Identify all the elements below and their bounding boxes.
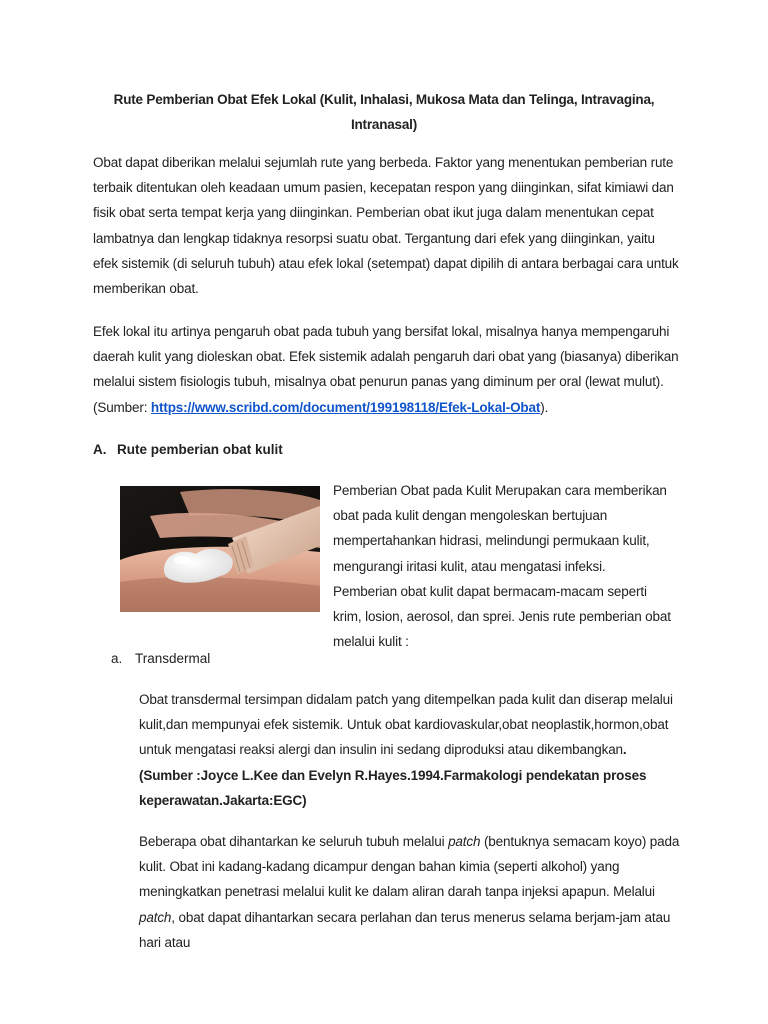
source-prefix: (Sumber:	[93, 399, 151, 415]
patch-text-1: Beberapa obat dihantarkan ke seluruh tubuh melalui	[139, 834, 449, 849]
subsection-transdermal-heading	[111, 646, 210, 671]
section-a-letter: A.	[93, 442, 107, 457]
cream-on-finger-photo	[120, 486, 320, 612]
local-effect-text: Efek lokal itu artinya pengaruh obat pada tubuh yang bersifat lokal, misalnya hanya mempengaruhi daerah kulit yang dioleskan obat. Efek sistemik adalah pengaruh dari obat yang (biasanya) diberikan melalui sistem fisiologis tubuh, misalnya obat penurun panas yang diminum per oral (lewat mulut).	[93, 324, 679, 390]
transdermal-source: . (Sumber :Joyce L.Kee dan Evelyn R.Hayes.1994.Farmakologi pendekatan proses keperawatan.Jakarta:EGC)	[139, 742, 647, 808]
document-title	[92, 87, 676, 137]
transdermal-paragraph	[139, 687, 679, 813]
patch-italic-2: patch	[139, 909, 172, 925]
transdermal-text: Obat transdermal tersimpan didalam patch yang ditempelkan pada kulit dan diserap melalui kulit,dan mempunyai efek sistemik. Untuk obat kardiovaskular,obat neoplastik,hormon,obat untuk mengatasi reaksi alergi dan insulin ini sedang diproduksi atau dikembangkan	[139, 692, 673, 758]
subsection-letter: a.	[111, 651, 123, 666]
section-a-title: Rute pemberian obat kulit	[117, 442, 283, 457]
patch-text-2: (bentuknya semacam koyo) pada kulit. Obat ini kadang-kadang dicampur dengan bahan kimia (seperti alkohol) yang meningkatkan penetrasi melalui kulit ke dalam aliran darah tanpa injeksi apapun. Melalui	[139, 834, 680, 900]
title-line-2: Intranasal)	[350, 117, 418, 132]
intro-paragraph: Obat dapat diberikan melalui sejumlah rute yang berbeda. Faktor yang menentukan pemberian rute terbaik ditentukan oleh keadaan umum pasien, kecepatan respon yang diinginkan, sifat kimiawi dan fisik obat serta tempat kerja yang diinginkan. Pemberian obat ikut juga dalam menentukan cepat lambatnya dan lengkap tidaknya resorpsi suatu obat. Tergantung dari efek yang diinginkan, yaitu efek sistemik (di seluruh tubuh) atau efek lokal (setempat) dapat dipilih di antara berbagai cara untuk memberikan obat.	[93, 155, 679, 297]
patch-italic-1: patch	[448, 834, 481, 849]
skin-route-description: Pemberian Obat pada Kulit Merupakan cara memberikan obat pada kulit dengan mengoleskan bertujuan mempertahankan hidrasi, melindungi permukaan kulit, mengurangi iritasi kulit, atau mengatasi infeksi. Pemberian obat kulit dapat bermacam-macam seperti krim, losion, aerosol, dan sprei. Jenis rute pemberian obat melalui kulit :	[333, 483, 671, 650]
patch-paragraph	[139, 829, 684, 955]
subsection-title: Transdermal	[135, 651, 211, 666]
source-link[interactable]: https://www.scribd.com/document/199198118/Efek-Lokal-Obat	[150, 399, 541, 415]
title-line-1: Rute Pemberian Obat Efek Lokal (Kulit, Inhalasi, Mukosa Mata dan Telinga, Intravagina,	[113, 92, 655, 107]
patch-text-3: , obat dapat dihantarkan secara perlahan dan terus menerus selama berjam-jam atau hari atau	[139, 909, 671, 950]
source-suffix: ).	[540, 399, 549, 415]
section-a-heading	[93, 437, 283, 462]
local-effect-paragraph	[93, 319, 683, 420]
